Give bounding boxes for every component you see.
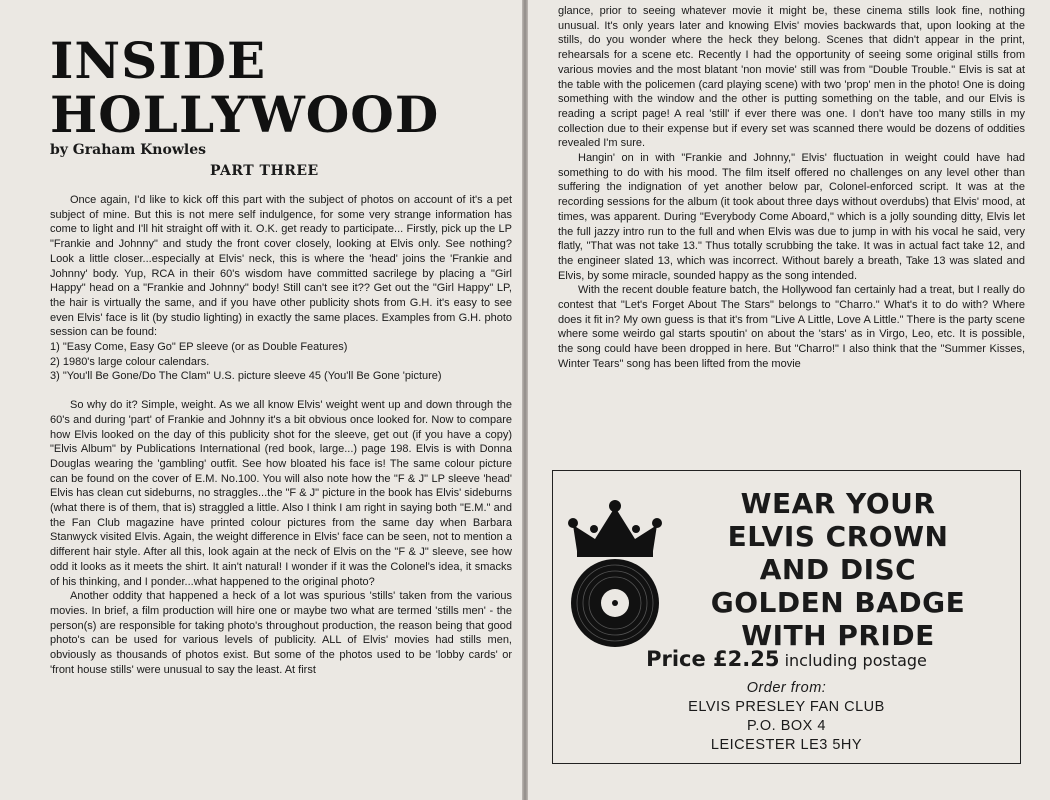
left-page [0,0,522,800]
title-line-2: HOLLYWOOD [50,85,440,144]
paragraph-intro: Once again, I'd like to kick off this part with the subject of photos on account of it's a pet subject of mine. But this is not mere self indulgence, for some very strange information has come to light and I'll hit straight off with it. O.K. get ready to participate... Firstly, pick up the LP "Frankie and Johnny" and study the front cover closely, looking at Elvis only. See nothing? Look a little closer...especially at Elvis' neck, this is where the 'head' joins the 'Frankie and Johnny' body. Yup, RCA in their 60's wisdom have committed sacrilege by placing a "Girl Happy" head on a "Frankie and Johnny" body! Still can't see it?? Get out the "Girl Happy" LP, the hair is virtually the same, and if you have other publicity shots from G.H. it's easy to see even Elvis' face is lit (by studio lighting) in exactly the same places. Examples from G.H. photo session can be found: [50,194,512,339]
list-item: 1) "Easy Come, Easy Go" EP sleeve (or as Double Features) [50,341,348,354]
example-list [50,340,512,384]
right-article-body [558,4,1025,372]
headline-line: AND DISC [759,553,917,586]
badge-advertisement [552,470,1021,764]
paragraph-double-feature: With the recent double feature batch, the Hollywood fan certainly had a treat, but I really do contest that "Let's Forget About The Stars" belongs to "Charro." What's it to do with? Where does it fit in? My own guess is that it's from "Live A Little, Love A Little." There is the party scene where some weirdo gal starts spoutin' on about the 'stars' as in Virgo, Leo, etc. It is possible, the song could have been dropped in here. But "Charro!" I also think that the "Summer Kisses, Winter Tears" song has been lifted from the movie [558,284,1025,370]
price-note: including postage [784,651,927,670]
list-item: 3) "You'll Be Gone/Do The Clam" U.S. picture sleeve 45 (You'll Be Gone 'picture) [50,370,442,383]
right-page [528,0,1050,800]
list-item: 2) 1980's large colour calendars. [50,355,210,368]
price-value: Price £2.25 [646,647,780,671]
paragraph-weight: So why do it? Simple, weight. As we all know Elvis' weight went up and down through the 60's and during 'part' of Frankie and Johnny it's a bit obvious once looked for. Now to compare how Elvis looked on the day of this publicity shot for the sleeve, get out (if you have a copy) "Elvis Album" by Publications International (red book, large...) page 198. Elvis is with Donna Douglas wearing the 'gambling' outfit. See how bloated his face is! The same colour picture can be found on the cover of E.M. No.100. You will also note how the "F & J" LP sleeve 'head' Elvis has clean cut sideburns, no straggles...the "F & J" picture in the book has Elvis' sideburns (what there is of them, that is) straggled a little. Also I think I am right in saying both "E.M." and the Fan Club magazine have printed colour pictures from the same day when Barbara Stanwyck visited Elvis. Again, the weight difference in Elvis' face can be seen, not to mention a different hair style. After all this, look again at the neck of Elvis on the "F & J" sleeve, see how odd it looks as it meets the shirt. It ain't natural! I wonder if it was the Colonel's idea, it smacks of his thinking, and I ponder...what happened to the original photo? [50,399,512,588]
title-line-1: INSIDE [50,31,267,90]
headline-line: GOLDEN BADGE [710,586,966,619]
address-line: ELVIS PRESLEY FAN CLUB [688,699,885,715]
byline: by Graham Knowles [50,142,206,158]
headline-line: ELVIS CROWN [727,520,949,553]
headline-line: WEAR YOUR [740,487,936,520]
headline-line: WITH PRIDE [741,619,935,652]
address-line: P.O. BOX 4 [747,718,826,734]
ad-headline [668,487,1008,652]
left-article-body [50,193,512,678]
part-heading: PART THREE [210,163,319,179]
order-lead: Order from: [746,680,827,696]
address-line: LEICESTER LE3 5HY [710,737,863,753]
article-title [50,31,440,144]
crown-disc-icon [567,499,663,649]
ad-order-address [553,679,1020,755]
ad-price [553,647,1020,671]
paragraph-mood: Hangin' on in with "Frankie and Johnny," Elvis' fluctuation in weight could have had something to do with his mood. The film itself offered no challenges on any level other than suffering the indignation of yet another below par, Colonel-enforced script. It was at the recording sessions for the album (it took about three days without overdubs) that Elvis' mood, at times, was apparent. During "Everybody Come Aboard," which is a jolly sounding ditty, Elvis let the full jazzy intro run to the full and when Elvis was due to jump in with his vocal he said, very flatly, "That was not take 13." Thus totally scrubbing the take. It was in actual fact take 12, and the engineer slated 13, which was incorrect. Without barely a breath, Take 13 was slated and Elvis, by some miracle, sounded happy as the song intended. [558,152,1025,282]
paragraph-continued: glance, prior to seeing whatever movie it might be, these cinema stills look fine, nothing unusual. It's only years later and knowing Elvis' movies backwards that, upon looking at the stills, do you wonder where the heck they belong. Scenes that didn't appear in the print, rehearsals for a scene etc. Recently I had the opportunity of seeing some original stills from various movies and the most blatant 'non movie' still was from "Double Trouble." Elvis is sat at the table with the policemen (card playing scene) with two 'prop' men in the photo! One is doing something with the window and the other is putting something on the table, and our Elvis is reading a script page! A real 'still' if ever there was one. I don't have too many stills in my collection due to their expense but if every set was scanned there would be dozens of oddities revealed I'm sure. [558,5,1025,150]
paragraph-stills: Another oddity that happened a heck of a lot was spurious 'stills' taken from the various movies. In brief, a film production will hire one or maybe two what are termed 'stills men' - the person(s) are responsible for taking photo's throughout production, the reason being that good photo's can be used for various levels of publicity. ALL of Elvis' movies had stills men, obviously as thousands of photos exist. But some of the photos used to be 'lobby cards' or 'front house stills' were unusual to say the least. At first [50,590,512,676]
